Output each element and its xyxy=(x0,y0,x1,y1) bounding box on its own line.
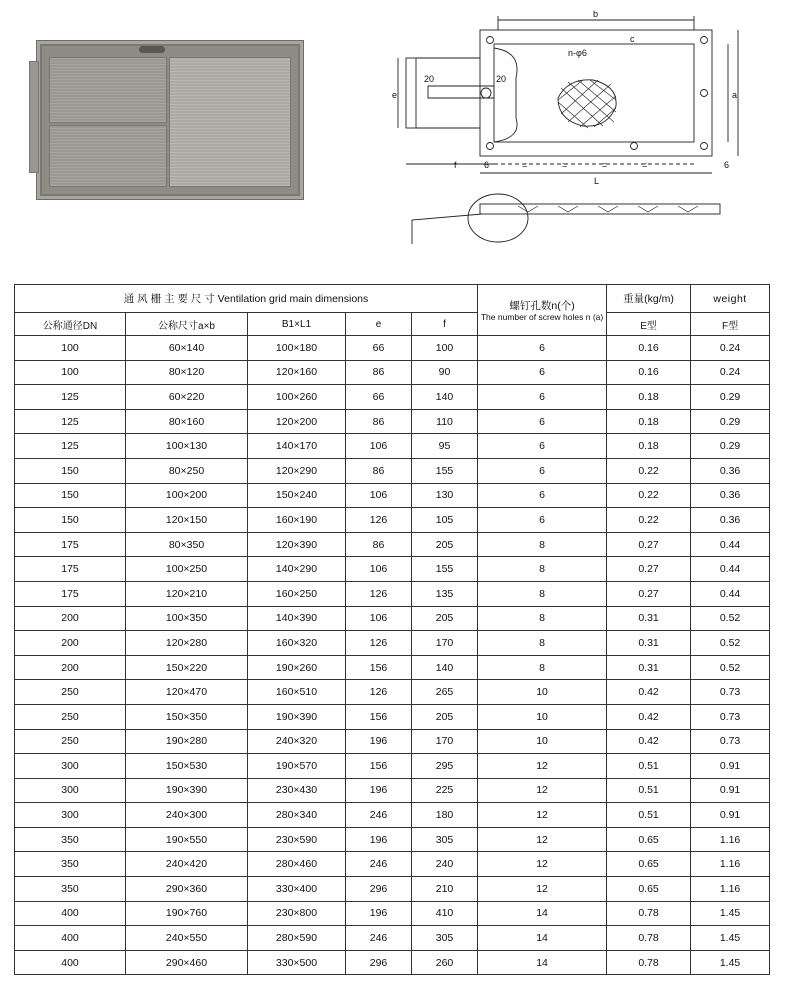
table-cell: 280×460 xyxy=(248,852,346,877)
table-cell: 305 xyxy=(412,827,478,852)
dim-label-a: a xyxy=(732,90,738,100)
table-cell: 140×390 xyxy=(248,606,346,631)
table-cell: 120×280 xyxy=(126,631,248,656)
weight-header-cn: 重量(kg/m) xyxy=(607,285,691,313)
table-cell: 0.42 xyxy=(607,704,691,729)
table-cell: 350 xyxy=(15,852,126,877)
table-cell: 0.36 xyxy=(691,458,770,483)
table-cell: 170 xyxy=(412,729,478,754)
table-cell: 246 xyxy=(346,852,412,877)
table-cell: 0.16 xyxy=(607,360,691,385)
table-cell: 180 xyxy=(412,803,478,828)
table-cell: 330×400 xyxy=(248,877,346,902)
table-cell: 0.29 xyxy=(691,409,770,434)
frame-side-view xyxy=(406,58,416,128)
table-cell: 95 xyxy=(412,434,478,459)
table-cell: 156 xyxy=(346,704,412,729)
table-cell: 6 xyxy=(478,434,607,459)
table-cell: 14 xyxy=(478,926,607,951)
table-cell: 80×160 xyxy=(126,409,248,434)
table-cell: 86 xyxy=(346,458,412,483)
table-cell: 60×220 xyxy=(126,385,248,410)
table-cell: 250 xyxy=(15,680,126,705)
table-cell: 80×350 xyxy=(126,532,248,557)
table-row xyxy=(15,852,770,877)
table-cell: 106 xyxy=(346,606,412,631)
table-cell: 196 xyxy=(346,778,412,803)
table-cell: 350 xyxy=(15,877,126,902)
table-cell: 0.44 xyxy=(691,532,770,557)
screw-hole-icon xyxy=(701,143,708,150)
table-cell: 0.31 xyxy=(607,655,691,680)
table-cell: 100×250 xyxy=(126,557,248,582)
table-row xyxy=(15,729,770,754)
weight-header-en: weight xyxy=(691,285,770,313)
table-cell: 400 xyxy=(15,926,126,951)
table-cell: 14 xyxy=(478,901,607,926)
table-cell: 280×340 xyxy=(248,803,346,828)
table-cell: 140 xyxy=(412,385,478,410)
table-cell: 0.31 xyxy=(607,631,691,656)
table-cell: 175 xyxy=(15,532,126,557)
table-cell: 0.36 xyxy=(691,508,770,533)
table-cell: 8 xyxy=(478,655,607,680)
table-cell: 0.16 xyxy=(607,336,691,361)
table-row xyxy=(15,655,770,680)
table-cell: 200 xyxy=(15,655,126,680)
table-cell: 0.73 xyxy=(691,704,770,729)
table-row xyxy=(15,385,770,410)
table-row xyxy=(15,950,770,975)
handle-pivot-icon xyxy=(481,88,491,98)
table-cell: 126 xyxy=(346,508,412,533)
table-cell: 125 xyxy=(15,434,126,459)
table-cell: 0.29 xyxy=(691,385,770,410)
table-cell: 1.45 xyxy=(691,950,770,975)
table-cell: 0.51 xyxy=(607,754,691,779)
table-cell: 230×590 xyxy=(248,827,346,852)
dim-label-eq-3: = xyxy=(602,160,608,170)
table-cell: 225 xyxy=(412,778,478,803)
table-cell: 12 xyxy=(478,778,607,803)
table-row xyxy=(15,877,770,902)
table-cell: 6 xyxy=(478,458,607,483)
outer-plate-outline xyxy=(480,30,712,156)
table-cell: 0.24 xyxy=(691,336,770,361)
table-cell: 150 xyxy=(15,483,126,508)
table-row xyxy=(15,360,770,385)
table-cell: 150 xyxy=(15,508,126,533)
photo-panel-top-left xyxy=(49,57,167,123)
table-cell: 0.22 xyxy=(607,483,691,508)
table-cell: 66 xyxy=(346,385,412,410)
photo-panel-right xyxy=(169,57,291,187)
table-cell: 105 xyxy=(412,508,478,533)
holes-header xyxy=(478,285,607,336)
table-cell: 12 xyxy=(478,877,607,902)
table-cell: 110 xyxy=(412,409,478,434)
dim-label-eq-2: = xyxy=(562,160,568,170)
table-cell: 300 xyxy=(15,803,126,828)
table-row xyxy=(15,704,770,729)
side-section xyxy=(480,204,720,214)
column-header: f xyxy=(412,313,478,336)
table-cell: 8 xyxy=(478,557,607,582)
table-cell: 8 xyxy=(478,606,607,631)
table-cell: 160×190 xyxy=(248,508,346,533)
table-cell: 100×350 xyxy=(126,606,248,631)
table-cell: 90 xyxy=(412,360,478,385)
table-cell: 296 xyxy=(346,950,412,975)
table-row xyxy=(15,778,770,803)
inner-opening-outline xyxy=(494,44,694,142)
table-cell: 330×500 xyxy=(248,950,346,975)
dim-label-20-right: 20 xyxy=(496,74,507,84)
table-cell: 190×260 xyxy=(248,655,346,680)
table-row xyxy=(15,434,770,459)
table-cell: 246 xyxy=(346,926,412,951)
table-cell: 86 xyxy=(346,409,412,434)
table-row xyxy=(15,508,770,533)
dim-label-eq-1: = xyxy=(522,160,528,170)
table-cell: 10 xyxy=(478,729,607,754)
table-cell: 0.27 xyxy=(607,532,691,557)
screw-hole-icon xyxy=(631,143,638,150)
table-cell: 155 xyxy=(412,458,478,483)
table-cell: 106 xyxy=(346,483,412,508)
table-cell: 0.91 xyxy=(691,754,770,779)
table-row xyxy=(15,803,770,828)
table-cell: 106 xyxy=(346,557,412,582)
table-cell: 12 xyxy=(478,852,607,877)
table-row xyxy=(15,754,770,779)
holes-header-cn: 螺钉孔数n(个) xyxy=(509,300,575,312)
table-cell: 305 xyxy=(412,926,478,951)
table-cell: 300 xyxy=(15,778,126,803)
table-cell: 1.16 xyxy=(691,827,770,852)
table-cell: 0.36 xyxy=(691,483,770,508)
table-cell: 400 xyxy=(15,950,126,975)
dim-label-e: e xyxy=(392,90,398,100)
table-body xyxy=(15,336,770,975)
table-cell: 230×430 xyxy=(248,778,346,803)
table-cell: 196 xyxy=(346,901,412,926)
dim-label-c: c xyxy=(630,34,635,44)
table-cell: 205 xyxy=(412,606,478,631)
table-cell: 14 xyxy=(478,950,607,975)
table-cell: 160×250 xyxy=(248,581,346,606)
table-cell: 120×290 xyxy=(248,458,346,483)
table-cell: 296 xyxy=(346,877,412,902)
dim-label-l: L xyxy=(594,176,600,186)
table-row xyxy=(15,458,770,483)
table-cell: 80×250 xyxy=(126,458,248,483)
table-cell: 100 xyxy=(15,360,126,385)
column-header: E型 xyxy=(607,313,691,336)
table-cell: 0.27 xyxy=(607,557,691,582)
column-header: e xyxy=(346,313,412,336)
table-cell: 240×550 xyxy=(126,926,248,951)
table-cell: 0.42 xyxy=(607,680,691,705)
table-cell: 0.18 xyxy=(607,409,691,434)
screw-hole-icon xyxy=(487,37,494,44)
table-cell: 190×280 xyxy=(126,729,248,754)
column-header: F型 xyxy=(691,313,770,336)
table-cell: 80×120 xyxy=(126,360,248,385)
holes-header-en: The number of screw holes n (a) xyxy=(480,312,604,322)
table-cell: 0.18 xyxy=(607,434,691,459)
table-cell: 1.45 xyxy=(691,926,770,951)
dim-label-b: b xyxy=(593,9,599,19)
table-cell: 0.91 xyxy=(691,803,770,828)
table-cell: 12 xyxy=(478,754,607,779)
table-cell: 100×130 xyxy=(126,434,248,459)
photo-handle xyxy=(139,46,165,53)
table-cell: 0.44 xyxy=(691,581,770,606)
table-cell: 290×360 xyxy=(126,877,248,902)
table-cell: 1.16 xyxy=(691,852,770,877)
table-cell: 150×350 xyxy=(126,704,248,729)
table-cell: 0.18 xyxy=(607,385,691,410)
table-cell: 0.52 xyxy=(691,606,770,631)
table-cell: 140×170 xyxy=(248,434,346,459)
table-cell: 240 xyxy=(412,852,478,877)
table-row xyxy=(15,532,770,557)
table-cell: 260 xyxy=(412,950,478,975)
table-cell: 8 xyxy=(478,532,607,557)
technical-drawing xyxy=(392,8,758,248)
table-cell: 190×390 xyxy=(248,704,346,729)
table-cell: 240×300 xyxy=(126,803,248,828)
table-cell: 300 xyxy=(15,754,126,779)
table-cell: 190×760 xyxy=(126,901,248,926)
table-row xyxy=(15,557,770,582)
table-cell: 155 xyxy=(412,557,478,582)
product-photo xyxy=(36,40,304,200)
table-cell: 1.16 xyxy=(691,877,770,902)
column-header: 公称通径DN xyxy=(15,313,126,336)
detail-circle xyxy=(468,194,528,242)
table-cell: 8 xyxy=(478,581,607,606)
table-cell: 190×550 xyxy=(126,827,248,852)
table-cell: 0.65 xyxy=(607,827,691,852)
table-row xyxy=(15,581,770,606)
table-cell: 230×800 xyxy=(248,901,346,926)
table-cell: 100×200 xyxy=(126,483,248,508)
column-header-row xyxy=(15,313,770,336)
table-cell: 6 xyxy=(478,385,607,410)
table-cell: 0.78 xyxy=(607,950,691,975)
table-cell: 6 xyxy=(478,409,607,434)
table-cell: 0.29 xyxy=(691,434,770,459)
table-cell: 205 xyxy=(412,704,478,729)
table-cell: 150×530 xyxy=(126,754,248,779)
table-cell: 140×290 xyxy=(248,557,346,582)
table-cell: 125 xyxy=(15,409,126,434)
table-title: 通 风 栅 主 要 尺 寸 Ventilation grid main dimensions xyxy=(15,285,478,313)
table-cell: 0.51 xyxy=(607,803,691,828)
table-cell: 0.24 xyxy=(691,360,770,385)
table-cell: 66 xyxy=(346,336,412,361)
table-cell: 0.65 xyxy=(607,877,691,902)
table-cell: 410 xyxy=(412,901,478,926)
table-cell: 350 xyxy=(15,827,126,852)
table-cell: 240×420 xyxy=(126,852,248,877)
table-cell: 10 xyxy=(478,704,607,729)
table-cell: 160×320 xyxy=(248,631,346,656)
table-cell: 156 xyxy=(346,754,412,779)
screw-hole-icon xyxy=(701,37,708,44)
table-cell: 140 xyxy=(412,655,478,680)
table-cell: 0.73 xyxy=(691,680,770,705)
column-header: 公称尺寸a×b xyxy=(126,313,248,336)
table-cell: 120×200 xyxy=(248,409,346,434)
table-cell: 200 xyxy=(15,631,126,656)
table-cell: 0.65 xyxy=(607,852,691,877)
table-cell: 246 xyxy=(346,803,412,828)
table-row xyxy=(15,631,770,656)
dim-label-6-left: 6 xyxy=(484,160,490,170)
table-cell: 160×510 xyxy=(248,680,346,705)
table-cell: 0.22 xyxy=(607,508,691,533)
table-cell: 0.44 xyxy=(691,557,770,582)
table-row xyxy=(15,409,770,434)
dim-label-eq-4: = xyxy=(642,160,648,170)
table-cell: 196 xyxy=(346,729,412,754)
table-cell: 106 xyxy=(346,434,412,459)
table-cell: 205 xyxy=(412,532,478,557)
table-row xyxy=(15,827,770,852)
table-cell: 10 xyxy=(478,680,607,705)
table-cell: 250 xyxy=(15,704,126,729)
table-cell: 126 xyxy=(346,680,412,705)
table-cell: 175 xyxy=(15,557,126,582)
table-row xyxy=(15,336,770,361)
table-row xyxy=(15,606,770,631)
photo-panel-bottom-left xyxy=(49,125,167,187)
holes-label: n-φ6 xyxy=(568,48,587,58)
dimensions-table xyxy=(14,284,770,975)
table-cell: 125 xyxy=(15,385,126,410)
table-cell: 126 xyxy=(346,631,412,656)
table-cell: 6 xyxy=(478,336,607,361)
table-header-row xyxy=(15,285,770,313)
table-row xyxy=(15,926,770,951)
table-cell: 295 xyxy=(412,754,478,779)
table-cell: 120×210 xyxy=(126,581,248,606)
table-cell: 126 xyxy=(346,581,412,606)
column-header: B1×L1 xyxy=(248,313,346,336)
table-cell: 190×570 xyxy=(248,754,346,779)
table-cell: 0.27 xyxy=(607,581,691,606)
table-cell: 250 xyxy=(15,729,126,754)
table-cell: 0.31 xyxy=(607,606,691,631)
table-cell: 1.45 xyxy=(691,901,770,926)
table-cell: 175 xyxy=(15,581,126,606)
table-cell: 100 xyxy=(15,336,126,361)
table-cell: 196 xyxy=(346,827,412,852)
table-cell: 0.52 xyxy=(691,655,770,680)
table-cell: 156 xyxy=(346,655,412,680)
table-cell: 120×470 xyxy=(126,680,248,705)
table-cell: 86 xyxy=(346,360,412,385)
table-cell: 12 xyxy=(478,803,607,828)
table-cell: 0.22 xyxy=(607,458,691,483)
table-row xyxy=(15,901,770,926)
table-cell: 200 xyxy=(15,606,126,631)
table-cell: 6 xyxy=(478,508,607,533)
table-cell: 150×240 xyxy=(248,483,346,508)
table-cell: 0.91 xyxy=(691,778,770,803)
table-cell: 210 xyxy=(412,877,478,902)
table-cell: 290×460 xyxy=(126,950,248,975)
table-cell: 0.73 xyxy=(691,729,770,754)
table-cell: 130 xyxy=(412,483,478,508)
table-cell: 86 xyxy=(346,532,412,557)
table-cell: 170 xyxy=(412,631,478,656)
table-cell: 400 xyxy=(15,901,126,926)
table-cell: 265 xyxy=(412,680,478,705)
table-cell: 120×160 xyxy=(248,360,346,385)
table-cell: 0.52 xyxy=(691,631,770,656)
table-cell: 12 xyxy=(478,827,607,852)
table-cell: 0.42 xyxy=(607,729,691,754)
table-cell: 8 xyxy=(478,631,607,656)
dim-label-20-left: 20 xyxy=(424,74,435,84)
table-cell: 6 xyxy=(478,483,607,508)
dim-label-6-bottom: 6 xyxy=(724,160,730,170)
table-cell: 100×260 xyxy=(248,385,346,410)
screw-hole-icon xyxy=(701,90,708,97)
table-row xyxy=(15,483,770,508)
table-cell: 135 xyxy=(412,581,478,606)
table-cell: 120×150 xyxy=(126,508,248,533)
screw-hole-icon xyxy=(487,143,494,150)
table-cell: 150 xyxy=(15,458,126,483)
table-cell: 100 xyxy=(412,336,478,361)
table-row xyxy=(15,680,770,705)
table-cell: 190×390 xyxy=(126,778,248,803)
dim-label-f: f xyxy=(454,160,457,170)
table-cell: 0.78 xyxy=(607,926,691,951)
photo-flange xyxy=(29,61,39,173)
table-cell: 240×320 xyxy=(248,729,346,754)
table-cell: 100×180 xyxy=(248,336,346,361)
table-cell: 0.78 xyxy=(607,901,691,926)
table-cell: 0.51 xyxy=(607,778,691,803)
table-cell: 6 xyxy=(478,360,607,385)
table-cell: 60×140 xyxy=(126,336,248,361)
table-cell: 150×220 xyxy=(126,655,248,680)
table-cell: 120×390 xyxy=(248,532,346,557)
table-cell: 280×590 xyxy=(248,926,346,951)
slot-outline xyxy=(428,86,494,98)
